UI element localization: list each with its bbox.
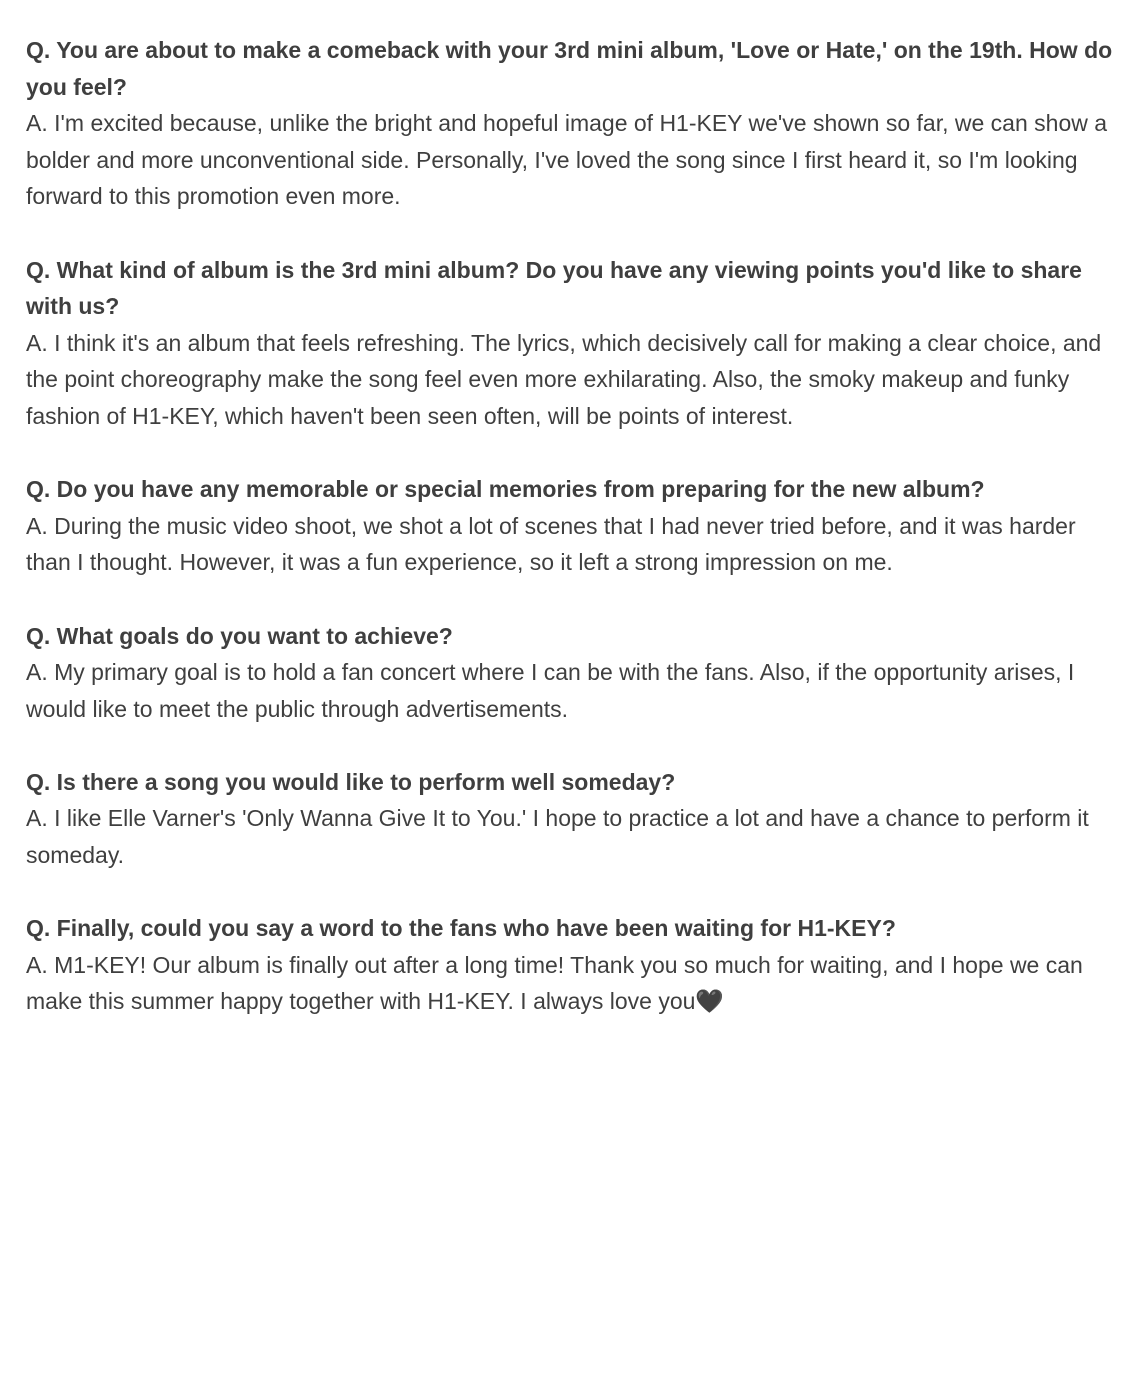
qa-block-6 bbox=[26, 910, 1126, 1020]
answer-5: A. I like Elle Varner's 'Only Wanna Give It to You.' I hope to practice a lot and have a chance to perform it someday. bbox=[26, 805, 1089, 869]
answer-1: A. I'm excited because, unlike the bright and hopeful image of H1-KEY we've shown so far, we can show a bolder and more unconventional side. Personally, I've loved the song since I first heard it, so I'm looking forward to this promotion even more. bbox=[26, 110, 1108, 210]
qa-block-5 bbox=[26, 764, 1126, 874]
question-2: Q. What kind of album is the 3rd mini album? Do you have any viewing points you'd like to share with us? bbox=[26, 256, 1082, 320]
interview-document bbox=[26, 32, 1126, 1057]
qa-block-4 bbox=[26, 618, 1126, 728]
question-1: Q. You are about to make a comeback with your 3rd mini album, 'Love or Hate,' on the 19th. How do you feel? bbox=[26, 37, 1113, 100]
qa-block-2 bbox=[26, 252, 1126, 435]
question-6: Q. Finally, could you say a word to the fans who have been waiting for H1-KEY? bbox=[26, 915, 896, 942]
qa-block-1 bbox=[26, 32, 1126, 215]
answer-6: A. M1-KEY! Our album is finally out after a long time! Thank you so much for waiting, and I hope we can make this summer happy together with H1-KEY. I always love you🖤 bbox=[26, 951, 1083, 1015]
answer-2: A. I think it's an album that feels refreshing. The lyrics, which decisively call for making a clear choice, and the point choreography make the song feel even more exhilarating. Also, the smoky makeup and funky fashion of H1-KEY, which haven't been seen often, will be points of interest. bbox=[26, 329, 1102, 429]
answer-4: A. My primary goal is to hold a fan concert where I can be with the fans. Also, if the opportunity arises, I would like to meet the public through advertisements. bbox=[26, 659, 1075, 722]
question-3: Q. Do you have any memorable or special memories from preparing for the new album? bbox=[26, 476, 985, 503]
question-5: Q. Is there a song you would like to perform well someday? bbox=[26, 768, 676, 795]
qa-block-3 bbox=[26, 471, 1126, 581]
question-4: Q. What goals do you want to achieve? bbox=[26, 622, 453, 649]
answer-3: A. During the music video shoot, we shot a lot of scenes that I had never tried before, and it was harder than I thought. However, it was a fun experience, so it left a strong impression on me. bbox=[26, 512, 1076, 576]
